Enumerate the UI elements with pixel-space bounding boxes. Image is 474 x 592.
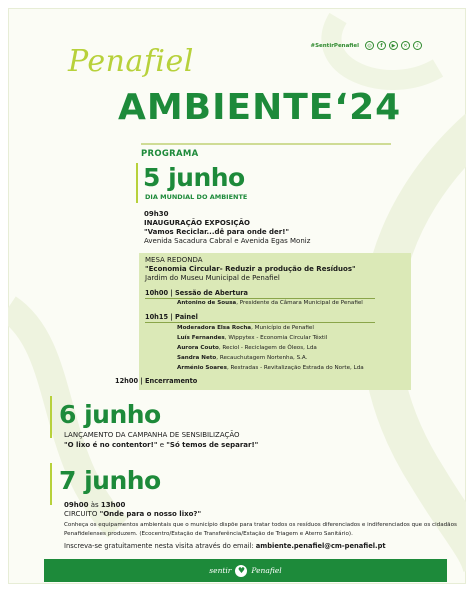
programa-heading: PROGRAMA bbox=[141, 149, 199, 159]
day3-desc1: Conheça os equipamentos ambientais que o município dispõe para tratar todos os resíduos diferenciados e indiferenciados que os cidadãos bbox=[64, 522, 457, 528]
day3-time bbox=[64, 501, 125, 510]
panel-member-role: , Reciol - Reciclagem de Óleos, Lda bbox=[218, 345, 317, 351]
day1-accent-bar bbox=[136, 163, 138, 203]
heart-logo-icon: ♥ bbox=[235, 565, 247, 577]
panel-member-name: Sandra Neto bbox=[177, 355, 217, 361]
day3-time-start: 09h00 bbox=[64, 501, 89, 509]
panel-member-name: Arménio Soares bbox=[177, 365, 227, 371]
day2-quote2: "Só temos de separar!" bbox=[166, 441, 259, 449]
day3-event-prefix: CIRCUITO bbox=[64, 510, 100, 518]
day3-event-quote: "Onde para o nosso lixo?" bbox=[99, 510, 202, 518]
mesa-theme: "Economia Circular- Reduzir a produção de Resíduos" bbox=[145, 265, 356, 273]
mesa-place: Jardim do Museu Municipal de Penafiel bbox=[145, 274, 280, 282]
day3-accent-bar bbox=[50, 463, 52, 505]
day2-conj: e bbox=[157, 441, 167, 449]
panel-member bbox=[177, 345, 317, 352]
brand-script-title: Penafiel bbox=[68, 44, 194, 79]
day1-quote: "Vamos Reciclar...dê para onde der!" bbox=[144, 228, 290, 236]
panel-member-role: , Município de Penafiel bbox=[251, 325, 314, 331]
youtube-icon[interactable]: ▶ bbox=[389, 41, 398, 50]
day3-desc2: Penafidelenses produzem. (Ecocentro/Estação de Transferência/Estação de Triagem e Aterro Sanitário). bbox=[64, 531, 353, 537]
panel-member bbox=[177, 365, 364, 372]
footer-logo-right: Penafiel bbox=[251, 566, 282, 575]
footer-logo-left: sentir bbox=[209, 566, 232, 575]
day3-date: 7 junho bbox=[59, 466, 161, 495]
tiktok-icon[interactable]: ♪ bbox=[413, 41, 422, 50]
panel-member-role: , Recauchutagem Nortenha, S.A. bbox=[216, 355, 308, 361]
day1-date: 5 junho bbox=[143, 163, 245, 192]
panel-member bbox=[177, 335, 327, 342]
session-closing-time: 12h00 | Encerramento bbox=[115, 377, 198, 385]
panel-member-name: Luís Fernandes bbox=[177, 335, 225, 341]
day1-place: Avenida Sacadura Cabral e Avenida Egas Moniz bbox=[144, 237, 311, 245]
day3-event bbox=[64, 510, 201, 519]
mesa-redonda-panel bbox=[115, 253, 411, 390]
main-title: AMBIENTE‘24 bbox=[118, 87, 402, 128]
signup-prefix: Inscreva-se gratuitamente nesta visita através do email: bbox=[64, 542, 256, 550]
panel-member bbox=[177, 355, 307, 362]
day2-quotes bbox=[64, 441, 258, 450]
instagram-icon[interactable]: ◎ bbox=[365, 41, 374, 50]
panel-member-role: , Wippytex - Economia Circular Têxtil bbox=[224, 335, 328, 341]
day3-time-end: 13h00 bbox=[100, 501, 126, 509]
signup-email[interactable]: ambiente.penafiel@cm-penafiel.pt bbox=[255, 542, 386, 550]
divider-line bbox=[141, 143, 391, 145]
session-opening-time: 10h00 | Sessão de Abertura bbox=[145, 289, 248, 297]
session-divider bbox=[145, 298, 375, 299]
panel-member-name: Aurora Couto bbox=[177, 345, 219, 351]
speaker-name: Antonino de Sousa bbox=[177, 300, 237, 306]
facebook-icon[interactable]: f bbox=[377, 41, 386, 50]
day2-date: 6 junho bbox=[59, 400, 161, 429]
day3-signup bbox=[64, 542, 386, 551]
day3-time-sep: às bbox=[88, 501, 101, 509]
day1-subtitle: DIA MUNDIAL DO AMBIENTE bbox=[145, 193, 248, 201]
panel-member bbox=[177, 325, 314, 332]
day2-accent-bar bbox=[50, 396, 52, 438]
x-icon[interactable]: ✕ bbox=[401, 41, 410, 50]
session-divider bbox=[145, 322, 375, 323]
social-bar bbox=[310, 41, 422, 50]
hashtag-label: #SentirPenafiel bbox=[310, 42, 359, 49]
panel-member-role: , Restradas - Revitalização Estrada do Norte, Lda bbox=[226, 365, 364, 371]
day2-quote1: "O lixo é no contentor!" bbox=[64, 441, 158, 449]
speaker-role: , Presidente da Câmara Municipal de Penafiel bbox=[236, 300, 363, 306]
day2-event: LANÇAMENTO DA CAMPANHA DE SENSIBILIZAÇÃO bbox=[64, 431, 240, 439]
panel-member-name: Moderadora Elsa Rocha bbox=[177, 325, 252, 331]
day1-event: INAUGURAÇÃO EXPOSIÇÃO bbox=[144, 219, 250, 227]
opening-speaker bbox=[177, 300, 363, 307]
session-panel-time: 10h15 | Painel bbox=[145, 313, 198, 321]
day1-time: 09h30 bbox=[144, 210, 169, 218]
footer-bar bbox=[44, 559, 447, 582]
mesa-title: MESA REDONDA bbox=[145, 256, 203, 264]
